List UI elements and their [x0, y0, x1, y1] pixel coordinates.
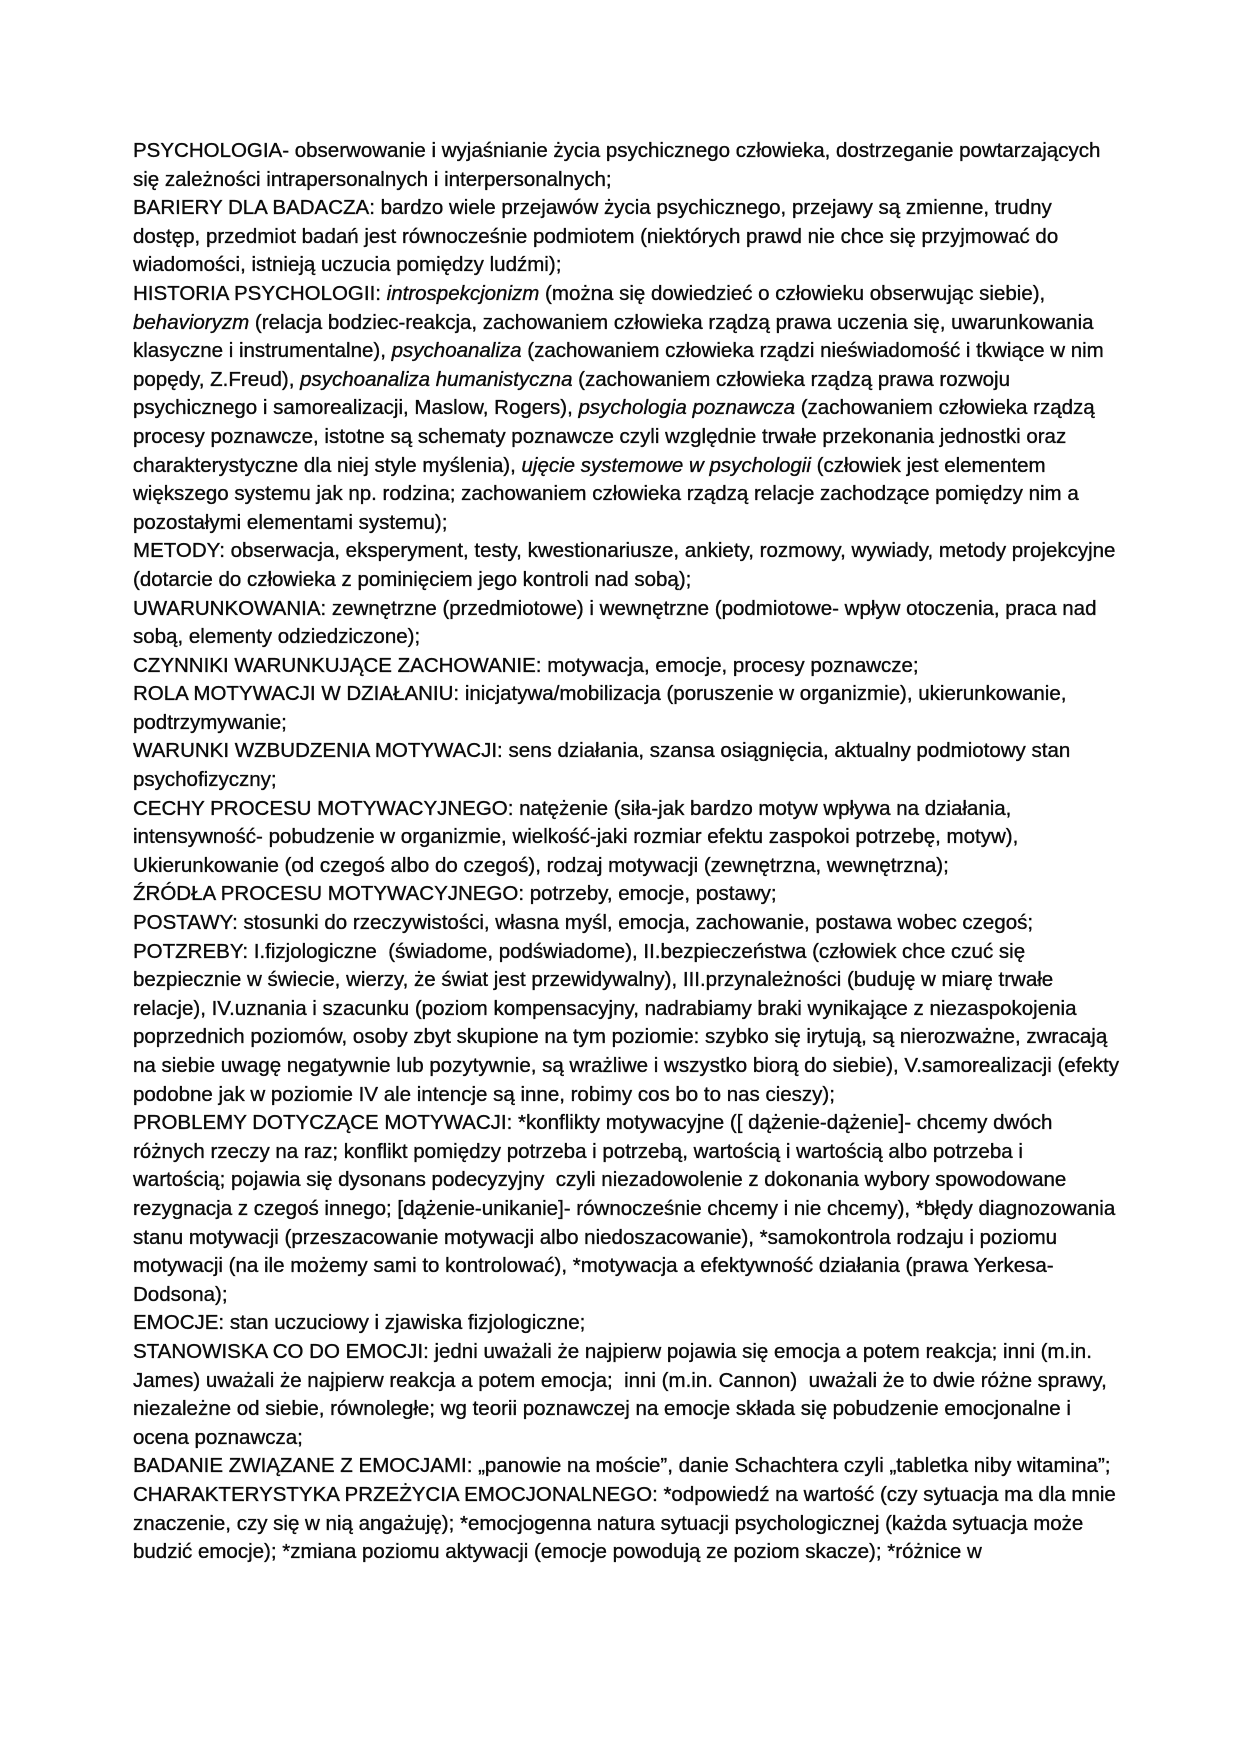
- paragraph-uwarunkowania: [133, 595, 1119, 652]
- text-run: BADANIE ZWIĄZANE Z EMOCJAMI: „panowie na moście”, danie Schachtera czyli „tabletka niby witamina”;: [133, 1454, 1111, 1478]
- paragraph-zrodla-procesu-motywacyjnego: [133, 880, 1119, 909]
- italic-text-run: ujęcie systemowe w psychologii: [521, 453, 811, 477]
- text-run: WARUNKI WZBUDZENIA MOTYWACJI: sens działania, szansa osiągnięcia, aktualny podmiotowy stan psychofizyczny;: [133, 739, 1076, 792]
- text-run: POTZREBY: I.fizjologiczne (świadome, podświadome), II.bezpieczeństwa (człowiek chce czuć się bezpiecznie w świecie, wierzy, że świat jest przewidywalny), III.przynależności (buduję w miarę trwałe relacje), IV.uznania i szacunku (poziom kompensacyjny, nadrabiamy braki wynikające z niezaspokojenia poprzednich poziomów, osoby zbyt skupione na tym poziomie: szybko się irytują, są nierozważne, zwracają na siebie uwagę negatywnie lub pozytywnie, są wrażliwe i wszystko biorą do siebie), V.samorealizacji (efekty podobne jak w poziomie IV ale intencje są inne, robimy cos bo to nas cieszy);: [133, 939, 1125, 1106]
- document-body: [133, 137, 1125, 1567]
- italic-text-run: behavioryzm: [133, 310, 250, 334]
- text-run: CHARAKTERYSTYKA PRZEŻYCIA EMOCJONALNEGO: *odpowiedź na wartość (czy sytuacja ma dla mnie znaczenie, czy się w nią angażuję); *emocjogenna natura sytuacji psychologicznej (każda sytuacja może budzić emocje); *zmiana poziomu aktywacji (emocje powodują ze poziom skacze); *różnice w: [133, 1482, 1122, 1564]
- text-run: (relacja bodziec-reakcja, zachowaniem człowieka rządzą prawa uczenia się, uwarunkowania klasyczne i instrumentalne),: [133, 310, 1100, 363]
- text-run: STANOWISKA CO DO EMOCJI: jedni uważali że najpierw pojawia się emocja a potem reakcja; inni (m.in. James) uważali że najpierw reakcja a potem emocja; inni (m.in. Cannon) uważali że to dwie różne sprawy, niezależne od siebie, równoległe; wg teorii poznawczej na emocje składa się pobudzenie emocjonalne i ocena poznawcza;: [133, 1339, 1113, 1449]
- text-run: UWARUNKOWANIA: zewnętrzne (przedmiotowe) i wewnętrzne (podmiotowe- wpływ otoczenia, praca nad sobą, elementy odziedziczone);: [133, 596, 1103, 649]
- text-run: (zachowaniem człowieka rządzi nieświadomość i tkwiące w nim popędy, Z.Freud),: [133, 339, 1110, 391]
- text-run: (zachowaniem człowieka rządzą prawa rozwoju psychicznego i samorealizacji, Maslow, Rogers),: [133, 367, 1016, 420]
- paragraph-psychologia-definition: [133, 137, 1119, 194]
- paragraph-czynniki-warunkujace-zachowanie: [133, 652, 1119, 681]
- text-run: CZYNNIKI WARUNKUJĄCE ZACHOWANIE: motywacja, emocje, procesy poznawcze;: [133, 653, 919, 677]
- italic-text-run: introspekcjonizm: [386, 281, 540, 305]
- italic-text-run: psychologia poznawcza: [578, 396, 796, 420]
- text-run: CECHY PROCESU MOTYWACYJNEGO: natężenie (siła-jak bardzo motyw wpływa na działania, intensywność- pobudzenie w organizmie, wielkość-jaki rozmiar efektu zaspokoi potrzebę, motyw), Ukierunkowanie (od czegoś albo do czegoś), rodzaj motywacji (zewnętrzna, wewnętrzna);: [133, 796, 1024, 877]
- italic-text-run: psychoanaliza: [391, 339, 522, 363]
- text-run: PSYCHOLOGIA- obserwowanie i wyjaśnianie życia psychicznego człowieka, dostrzeganie powtarzających się zależności intrapersonalnych i interpersonalnych;: [133, 139, 1107, 191]
- italic-text-run: psychoanaliza humanistyczna: [300, 367, 573, 391]
- paragraph-potrzeby: [133, 938, 1125, 1110]
- paragraph-warunki-wzbudzenia-motywacji: [133, 737, 1119, 794]
- text-run: HISTORIA PSYCHOLOGII:: [133, 281, 387, 305]
- paragraph-metody: [133, 537, 1122, 594]
- text-run: ROLA MOTYWACJI W DZIAŁANIU: inicjatywa/mobilizacja (poruszenie w organizmie), ukierunkowanie, podtrzymywanie;: [133, 682, 1073, 734]
- text-run: (zachowaniem człowieka rządzą procesy poznawcze, istotne są schematy poznawcze czyli względnie trwałe przekonania jednostki oraz charakterystyczne dla niej style myślenia),: [133, 396, 1101, 477]
- paragraph-problemy-dotyczace-motywacji: [133, 1109, 1119, 1309]
- text-run: (człowiek jest elementem większego systemu jak np. rodzina; zachowaniem człowieka rządzą relacje zachodzące pomiędzy nim a pozostałymi elementami systemu);: [133, 453, 1085, 534]
- paragraph-badanie-zwiazane-z-emocjami: [133, 1452, 1119, 1481]
- paragraph-rola-motywacji: [133, 680, 1119, 737]
- text-run: ŹRÓDŁA PROCESU MOTYWACYJNEGO: potrzeby, emocje, postawy;: [133, 882, 777, 906]
- paragraph-stanowiska-co-do-emocji: [133, 1338, 1119, 1452]
- paragraph-cechy-procesu-motywacyjnego: [133, 795, 1119, 881]
- text-run: POSTAWY: stosunki do rzeczywistości, własna myśl, emocja, zachowanie, postawa wobec czegoś;: [133, 911, 1034, 935]
- text-run: PROBLEMY DOTYCZĄCE MOTYWACJI: *konflikty motywacyjne ([ dążenie-dążenie]- chcemy dwóch różnych rzeczy na raz; konflikt pomiędzy potrzeba i potrzebą, wartością i wartością albo potrzeba i wartością; pojawia się dysonans podecyzyjny czyli niezadowolenie z dokonania wybory spowodowane rezygnacja z czegoś innego; [dążenie-unikanie]- równocześnie chcemy i nie chcemy), *błędy diagnozowania stanu motywacji (przeszacowanie motywacji albo niedoszacowanie), *samokontrola rodzaju i poziomu motywacji (na ile możemy sami to kontrolować), *motywacja a efektywność działania (prawa Yerkesa- Dodsona);: [133, 1111, 1121, 1306]
- paragraph-charakterystyka-przezycia-emocjonalnego: [133, 1481, 1122, 1567]
- paragraph-postawy: [133, 909, 1119, 938]
- paragraph-bariery-dla-badacza: [133, 194, 1119, 280]
- paragraph-historia-psychologii: [133, 280, 1119, 537]
- text-run: BARIERY DLA BADACZA: bardzo wiele przejawów życia psychicznego, przejawy są zmienne, trudny dostęp, przedmiot badań jest równocześnie podmiotem (niektórych prawd nie chce się przyjmować do wiadomości, istnieją uczucia pomiędzy ludźmi);: [133, 196, 1064, 277]
- text-run: METODY: obserwacja, eksperyment, testy, kwestionariusze, ankiety, rozmowy, wywiady, metody projekcyjne (dotarcie do człowieka z pominięciem jego kontroli nad sobą);: [133, 539, 1122, 591]
- text-run: (można się dowiedzieć o człowieku obserwując siebie),: [539, 281, 1051, 305]
- paragraph-emocje: [133, 1309, 1119, 1338]
- text-run: EMOCJE: stan uczuciowy i zjawiska fizjologiczne;: [133, 1311, 586, 1335]
